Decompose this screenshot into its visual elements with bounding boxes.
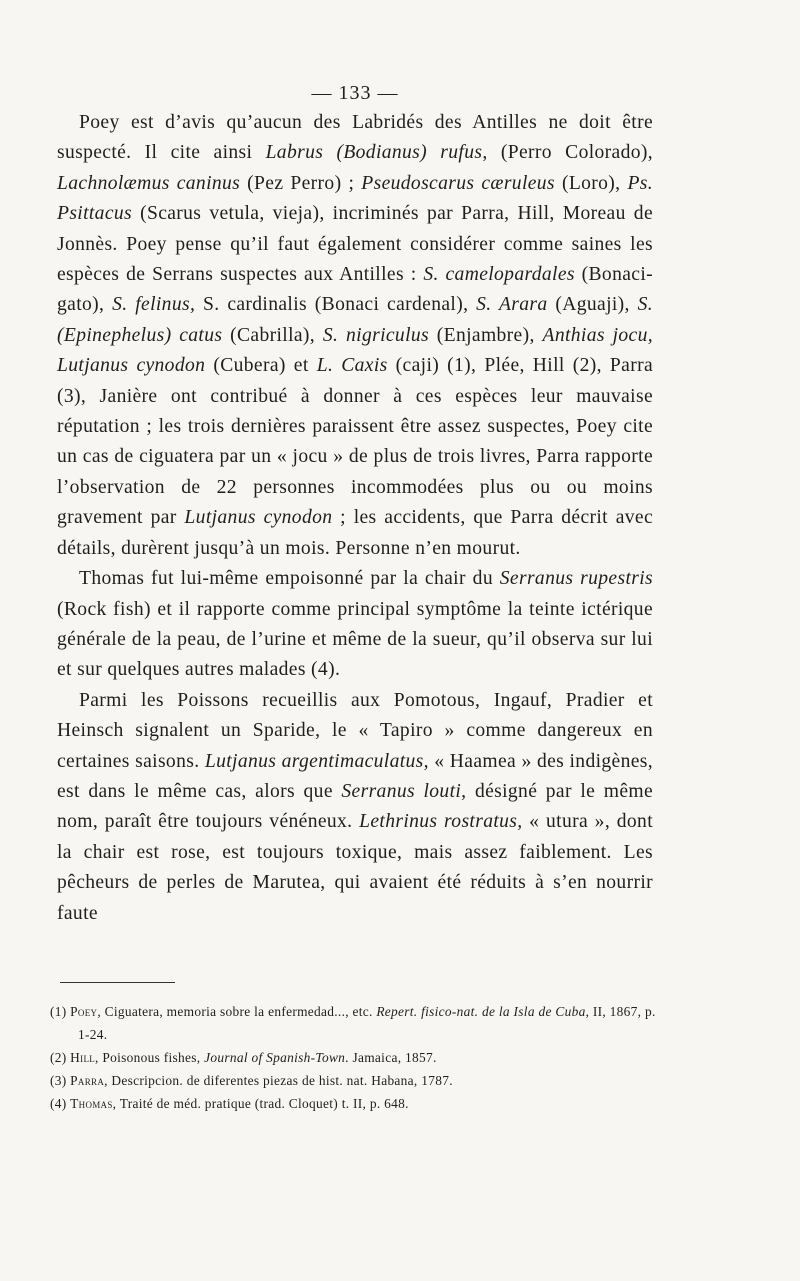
text-run: S. cardinalis (Bonaci cardenal), <box>195 294 477 316</box>
italic-term: Serranus louti, <box>341 780 467 802</box>
italic-term: Pseudoscarus cæruleus <box>361 172 555 194</box>
page-number: — 133 — <box>311 82 399 104</box>
footnote-1 <box>50 1000 660 1046</box>
text-run: (Loro), <box>554 172 628 194</box>
text-run: (1) <box>50 1004 71 1019</box>
italic-term: Serranus rupestris <box>499 568 653 590</box>
text-run: (Aguaji), <box>547 294 638 316</box>
italic-term: Lutjanus argentimaculatus, <box>204 750 429 772</box>
text-run: (caji) (1), Plée, Hill (2), Parra (3), Janière ont contribué à donner à ces espèces leur mauvaise réputation ; les trois dernières paraissent être assez suspectes, Poey cite un cas de ciguatera par un « jocu » de plus de trois livres, Parra rapporte l’observation de 22 personnes incommodées plus ou ou moins gravement par <box>57 355 653 529</box>
footnote-3 <box>50 1069 660 1092</box>
text-run: , (Perro Colorado), <box>482 142 653 164</box>
text-run: (4) <box>50 1096 71 1111</box>
italic-term: Ps. Psittacus <box>57 172 653 225</box>
italic-term: S. felinus, <box>112 294 196 316</box>
text-run: (2) <box>50 1050 71 1065</box>
text-run: (Enjambre), <box>428 324 543 346</box>
author-name: Parra <box>70 1073 105 1088</box>
author-name: Poey <box>70 1004 98 1019</box>
italic-term: Anthias jocu, Lutjanus cynodon <box>57 324 653 377</box>
italic-term: Lutjanus cynodon <box>184 507 333 529</box>
text-run: , II, 1867, p. 1-24. <box>78 1004 656 1042</box>
italic-term: Journal of Spanish-Town <box>204 1050 346 1065</box>
paragraph-3 <box>57 686 653 929</box>
footnote-2 <box>50 1046 660 1069</box>
text-run: , Ciguatera, memoria sobre la enfermedad..., etc. <box>97 1004 377 1019</box>
text-run: (Scarus vetula, vieja), incriminés par Parra, Hill, Moreau de Jonnès. Poey pense qu’il faut également considérer comme saines les espèces de Serrans suspectes aux Antilles : <box>57 203 653 286</box>
italic-term: Lachnolæmus caninus <box>57 172 241 194</box>
text-run: . Jamaica, 1857. <box>345 1050 437 1065</box>
italic-term: S. nigriculus <box>322 324 429 346</box>
italic-term: Repert. fisico-nat. de la Isla de Cuba <box>376 1004 586 1019</box>
text-run: (Bonaci-gato), <box>57 264 653 316</box>
text-run: (Cubera) et <box>205 355 317 377</box>
footnote-4 <box>50 1092 660 1115</box>
text-run: Thomas fut lui-même empoisonné par la chair du <box>79 568 500 590</box>
text-run: (Pez Perro) ; <box>240 172 362 194</box>
text-run: , Descripcion. de diferentes piezas de hist. nat. Habana, 1787. <box>104 1073 453 1088</box>
author-name: Hill <box>70 1050 96 1065</box>
paragraph-1 <box>57 108 653 564</box>
italic-term: S. Arara <box>476 294 548 316</box>
body-text <box>57 108 653 929</box>
text-run: Parmi les Poissons recueillis aux Pomotous, Ingauf, Pradier et Heinsch signalent un Sparide, le « Tapiro » comme dangereux en certaines saisons. <box>57 689 653 772</box>
author-name: Thomas <box>70 1096 113 1111</box>
italic-term: S. camelopardales <box>423 264 575 286</box>
italic-term: Lethrinus rostratus, <box>359 811 523 833</box>
footnote-divider <box>60 982 175 983</box>
text-run: « Haamea » des indigènes, est dans le même cas, alors que <box>57 750 653 802</box>
text-run: « utura », dont la chair est rose, est toujours toxique, mais assez faiblement. Les pêcheurs de perles de Marutea, qui avaient été réduits à s’en nourrir faute <box>57 811 653 924</box>
text-run: ; les accidents, que Parra décrit avec détails, durèrent jusqu’à un mois. Personne n’en mourut. <box>57 507 653 559</box>
footnotes <box>50 1000 660 1115</box>
italic-term: Labrus (Bodianus) rufus <box>265 142 483 164</box>
paragraph-2 <box>57 564 653 686</box>
italic-term: S. (Epinephelus) catus <box>57 294 653 346</box>
text-run: (3) <box>50 1073 71 1088</box>
text-run: (Cabrilla), <box>222 324 323 346</box>
text-run: (Rock fish) et il rapporte comme principal symptôme la teinte ictérique générale de la peau, de l’urine et même de la sueur, qu’il observa sur lui et sur quelques autres malades (4). <box>57 598 653 681</box>
italic-term: L. Caxis <box>316 355 388 377</box>
text-run: Poey est d’avis qu’aucun des Labridés des Antilles ne doit être suspecté. Il cite ainsi <box>57 112 653 164</box>
text-run: désigné par le même nom, paraît être toujours vénéneux. <box>57 780 654 833</box>
text-run: , Traité de méd. pratique (trad. Cloquet) t. II, p. 648. <box>112 1096 409 1111</box>
text-run: , Poisonous fishes, <box>95 1050 205 1065</box>
